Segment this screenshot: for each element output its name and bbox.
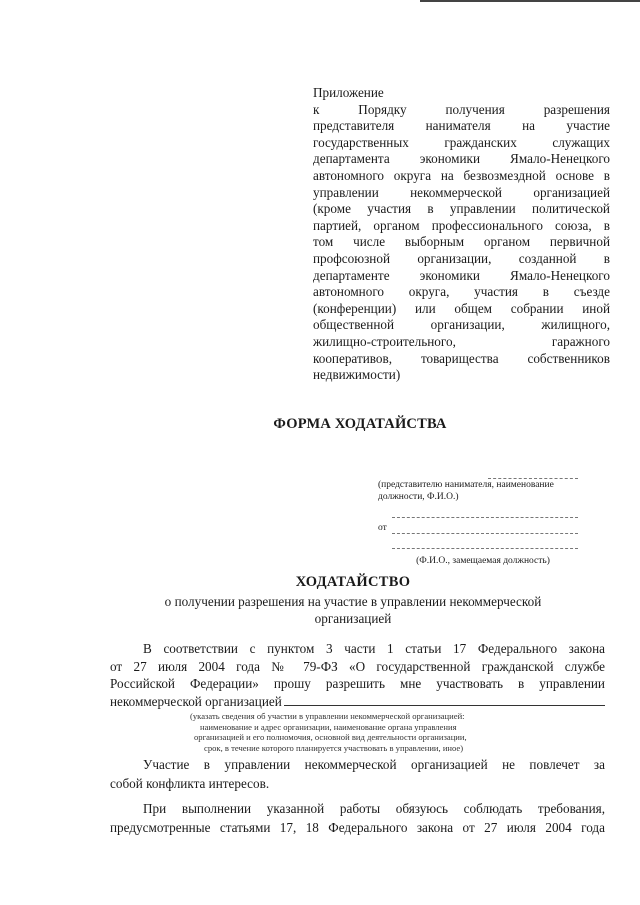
- appendix-line: недвижимости): [313, 367, 401, 383]
- from-blank-line: [392, 523, 578, 534]
- appendix-line: партией, органом профессионального союза, в: [313, 217, 610, 233]
- note-line: срок, в течение которого планируется участвовать в управлении, иное): [204, 742, 464, 753]
- from-label: от: [378, 523, 387, 533]
- organization-blank-line: [284, 693, 605, 706]
- paragraph-line: При выполнении указанной работы обязуюсь соблюдать требования,: [143, 801, 605, 816]
- scan-edge-mark: [420, 0, 640, 2]
- appendix-line: Приложение: [313, 85, 384, 100]
- appendix-line: общественной организации, жилищного,: [313, 317, 610, 333]
- appendix-header: [313, 85, 610, 384]
- paragraph-line: собой конфликта интересов.: [110, 775, 270, 791]
- petition-paragraph-1: [110, 640, 605, 710]
- appendix-line: профсоюзной организации, созданной в: [313, 250, 610, 266]
- appendix-line: автономного округа, участия в съезде: [313, 284, 610, 300]
- paragraph-line: В соответствии с пунктом 3 части 1 статьи 17 Федерального закона: [143, 641, 605, 656]
- paragraph-line-with-blank: [110, 693, 605, 711]
- form-title: ФОРМА ХОДАТАЙСТВА: [273, 416, 447, 432]
- note-line: организацией и его полномочия, основной вид деятельности организации,: [194, 732, 467, 743]
- petition-subtitle: [33, 593, 640, 627]
- note-line: (указать сведения об участии в управлении некоммерческой организацией:: [190, 711, 465, 721]
- petition-paragraphs-2-3: [110, 756, 605, 837]
- addressee-blank-line: [392, 538, 578, 549]
- paragraph-line: предусмотренные статьями 17, 18 Федерального закона от 27 июля 2004 года: [110, 819, 605, 835]
- addressee-blank-line: [488, 470, 578, 479]
- appendix-line: автономного округа на безвозмездной основе в: [313, 167, 610, 183]
- addressee-note: (представителю нанимателя, наименование должности, Ф.И.О.): [378, 480, 554, 502]
- appendix-line: к Порядку получения разрешения: [313, 101, 610, 117]
- participation-note: [190, 711, 550, 753]
- appendix-line: жилищно-строительного, гаражного: [313, 333, 610, 349]
- appendix-line: департаменте экономики Ямало-Ненецкого: [313, 267, 610, 283]
- appendix-line: управлении некоммерческой организацией: [313, 184, 610, 200]
- paragraph-line: Российской Федерации» прошу разрешить мне участвовать в управлении: [110, 676, 605, 691]
- paragraph-line: Участие в управлении некоммерческой организацией не повлечет за: [143, 757, 605, 772]
- sender-note: (Ф.И.О., замещаемая должность): [416, 556, 550, 566]
- petition-subtitle-line: организацией: [314, 611, 392, 626]
- appendix-line: государственных гражданских служащих: [313, 134, 610, 150]
- petition-title: ХОДАТАЙСТВО: [295, 574, 411, 590]
- appendix-line: кооперативов, товарищества собственников: [313, 350, 610, 366]
- appendix-line: представителя нанимателя на участие: [313, 118, 610, 134]
- addressee-blank-line: [392, 507, 578, 518]
- appendix-line: (кроме участия в управлении политической: [313, 201, 610, 217]
- appendix-line: департамента экономики Ямало-Ненецкого: [313, 151, 610, 167]
- appendix-line: (конференции) или общем собрании иной: [313, 300, 610, 316]
- from-row: [378, 522, 578, 534]
- petition-subtitle-line: о получении разрешения на участие в управлении некоммерческой: [164, 594, 542, 609]
- paragraph-line: от 27 июля 2004 года № 79-ФЗ «О государственной гражданской службе: [110, 658, 605, 674]
- addressee-block: [378, 470, 578, 567]
- appendix-line: том числе выборным органом первичной: [313, 234, 610, 250]
- note-line: наименование и адрес организации, наименование органа управления: [200, 721, 457, 732]
- paragraph-line: некоммерческой организацией: [110, 693, 282, 709]
